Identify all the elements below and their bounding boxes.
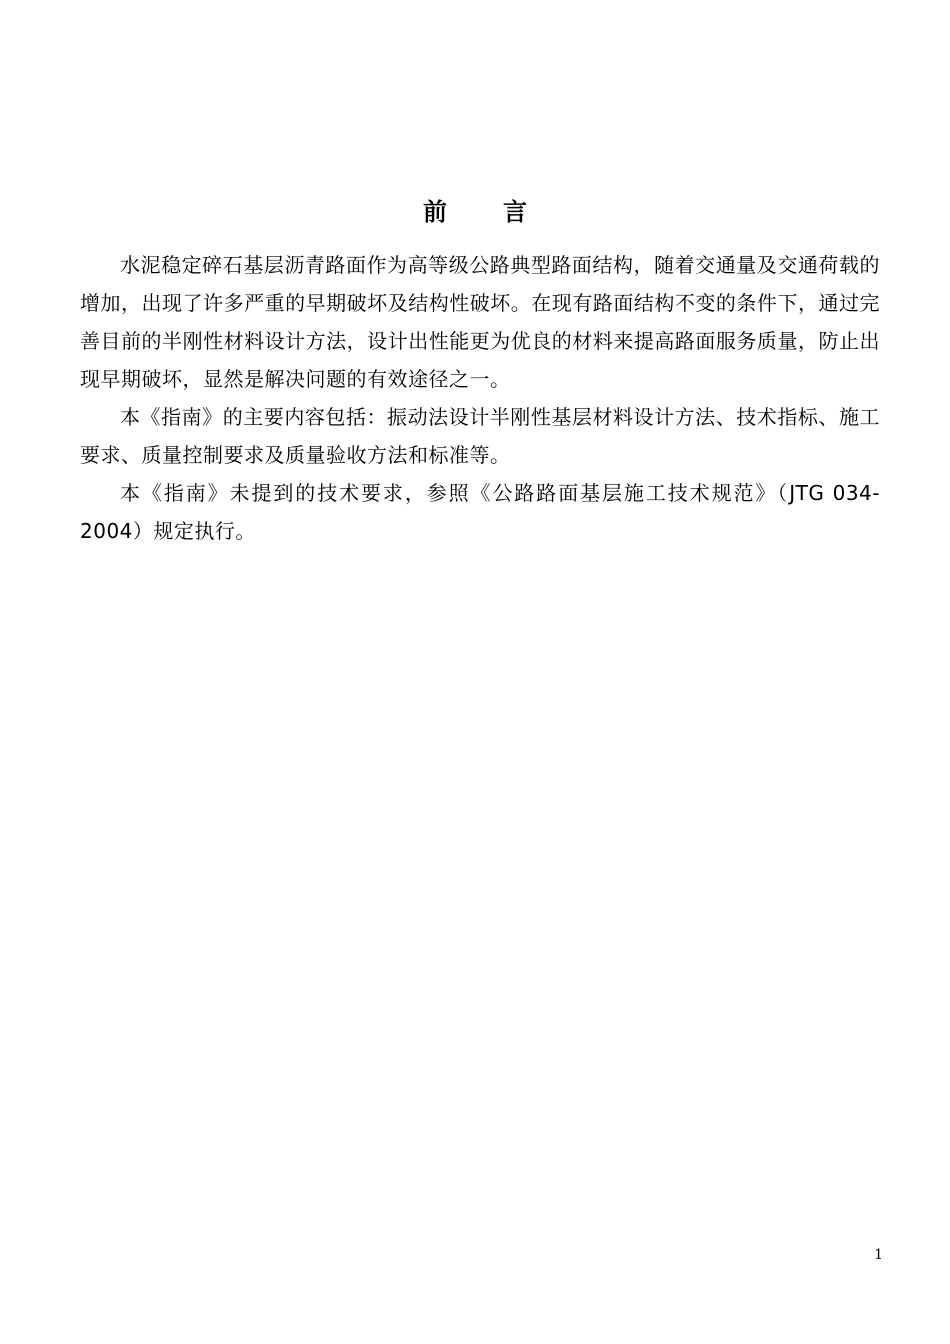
paragraph-3: 本《指南》未提到的技术要求，参照《公路路面基层施工技术规范》（JTG 034-2004）规定执行。 [80,481,880,543]
title-char-1: 前 [423,198,447,226]
paragraph-2: 本《指南》的主要内容包括：振动法设计半刚性基层材料设计方法、技术指标、施工要求、质量控制要求及质量验收方法和标准等。 [80,405,880,467]
body-text [80,246,880,550]
paragraph-1: 水泥稳定碎石基层沥青路面作为高等级公路典型路面结构，随着交通量及交通荷载的增加，出现了许多严重的早期破坏及结构性破坏。在现有路面结构不变的条件下，通过完善目前的半刚性材料设计方法，设计出性能更为优良的材料来提高路面服务质量，防止出现早期破坏，显然是解决问题的有效途径之一。 [80,253,880,391]
page-number: 1 [874,1247,883,1263]
page-title [0,196,950,228]
title-char-2: 言 [503,198,527,226]
